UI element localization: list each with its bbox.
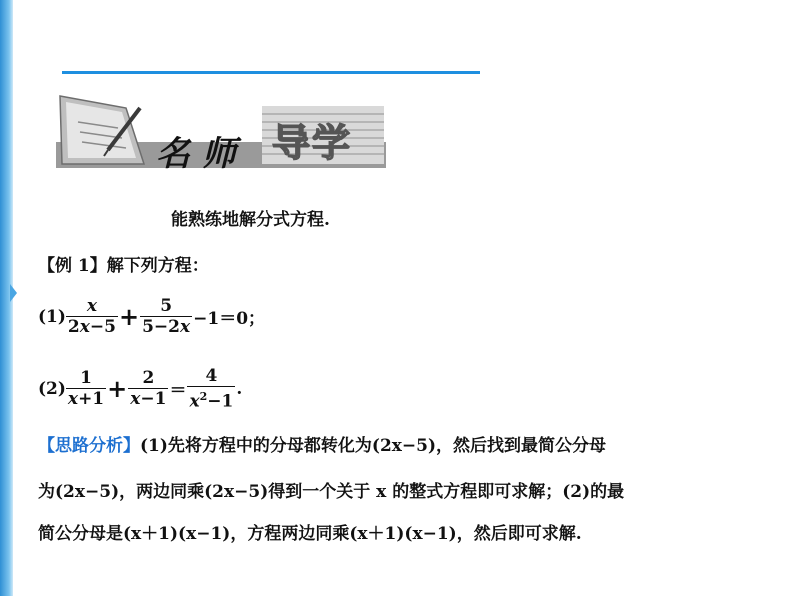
fraction-denominator-variable: x: [180, 317, 191, 337]
fraction-denominator-part: −5: [89, 317, 116, 337]
equation-2-fraction-3: [187, 366, 235, 412]
plus-sign: +: [107, 374, 128, 404]
fraction-denominator-part: 2: [67, 317, 80, 337]
plus-sign: +: [118, 302, 140, 331]
equation-2-fraction-1: [66, 368, 106, 409]
banner-highlight-text: 导学: [272, 120, 353, 165]
analysis-line-3: 简公分母是(x＋1)(x−1)，方程两边同乘(x＋1)(x−1)，然后即可求解.: [38, 524, 582, 544]
teacher-guide-banner: [56, 88, 386, 174]
equation-1: [38, 296, 266, 337]
banner-char-ming: 名: [156, 134, 190, 174]
equation-1-tail: −1＝0；: [193, 309, 266, 329]
analysis-label: 【思路分析】: [38, 436, 140, 456]
fraction-numerator: 1: [80, 368, 92, 389]
fraction-denominator-variable: x: [130, 389, 141, 410]
fraction-numerator: 4: [205, 366, 218, 386]
fraction-denominator-variable: x: [189, 391, 200, 412]
analysis-line-2: 为(2x−5)，两边同乘(2x−5)得到一个关于 x 的整式方程即可求解；(2)的最: [38, 482, 625, 502]
fraction-denominator-part: −1: [207, 391, 234, 412]
fraction-denominator-variable: x: [67, 389, 79, 410]
analysis-line-1: [38, 436, 606, 456]
fraction-numerator: x: [86, 296, 98, 316]
example-label: 【例 1】: [38, 256, 107, 276]
equation-2-fraction-2: [128, 368, 168, 409]
fraction-numerator: 5: [160, 296, 173, 316]
fraction-denominator-part: 5−2: [142, 317, 180, 337]
example-prompt: 解下列方程：: [106, 256, 209, 276]
fraction-denominator-part: +1: [78, 389, 105, 410]
fraction-denominator-variable: x: [79, 317, 90, 337]
fraction-numerator: 2: [142, 368, 155, 389]
equation-1-index: (1): [38, 306, 66, 327]
equation-2-end: .: [236, 378, 243, 399]
equation-1-fraction-1: [66, 296, 118, 337]
equals-sign: ＝: [169, 381, 187, 402]
banner-char-shi: 师: [202, 134, 236, 174]
fraction-denominator-exponent: 2: [199, 390, 208, 403]
left-edge-tab: [10, 284, 17, 302]
example-heading: [38, 256, 209, 276]
equation-1-fraction-2: [140, 296, 192, 337]
equation-2: [38, 366, 243, 412]
top-rule: [62, 71, 480, 74]
fraction-denominator-part: −1: [140, 389, 167, 410]
learning-objective: 能熟练地解分式方程.: [171, 210, 330, 230]
analysis-text-1: (1)先将方程中的分母都转化为(2x−5)，然后找到最简公分母: [140, 436, 607, 456]
equation-2-index: (2): [38, 378, 66, 399]
